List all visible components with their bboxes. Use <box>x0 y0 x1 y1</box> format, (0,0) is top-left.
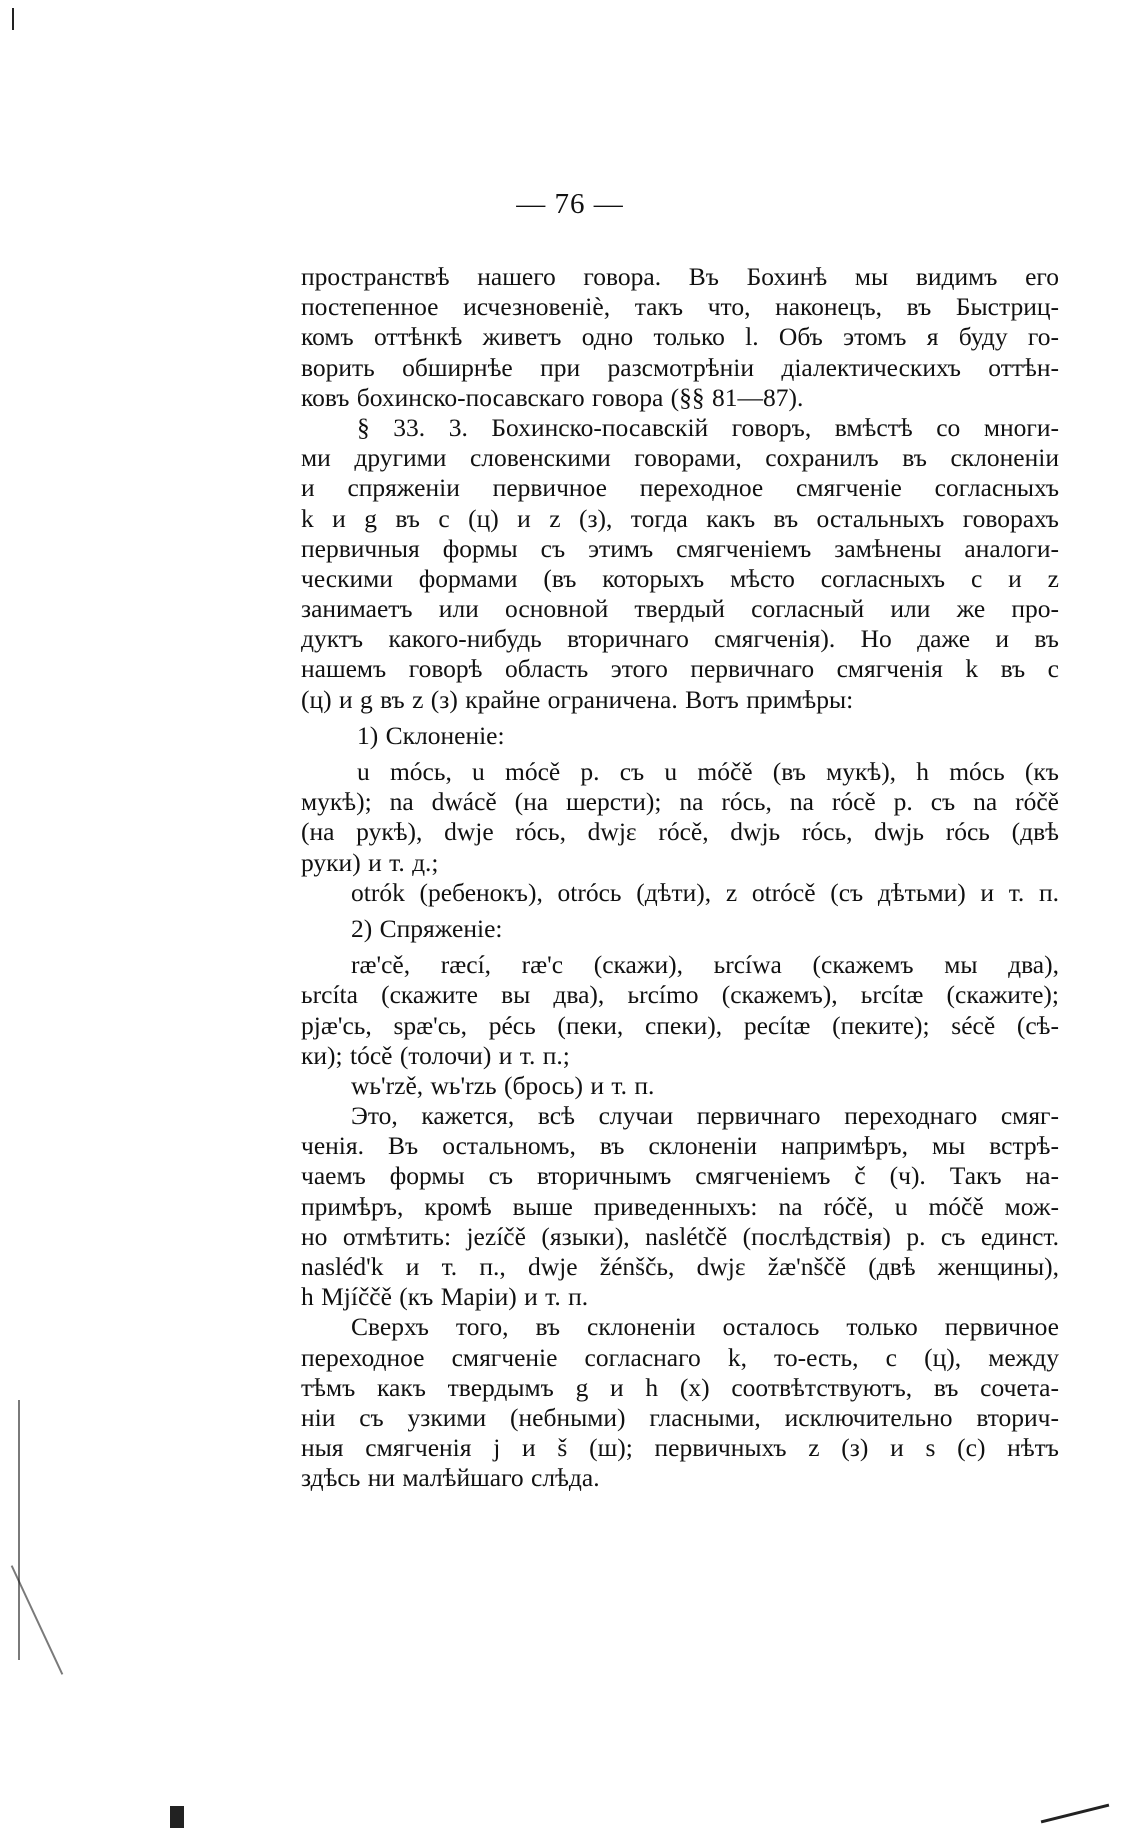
text-line: здѣсь ни малѣйшаго слѣда. <box>301 1463 600 1493</box>
text-line: дуктъ какого-нибудь вторичнаго смягченiя). Но даже и въ <box>301 624 1059 654</box>
text-line: ковъ бохинско-посавскаго говора (§§ 81—87). <box>301 382 804 412</box>
text-line: ми другими словенскими говорами, сохранилъ въ склоненiи <box>301 443 1059 473</box>
text-line: и спряженiи первичное переходное смягченiе согласныхъ <box>301 473 1059 503</box>
text-line: wь'rzě, wь'rzь (брось) и т. п. <box>351 1070 655 1100</box>
text-line: руки) и т. д.; <box>301 847 439 877</box>
text-line: но отмѣтить: jezíčě (языки), naslétčě (послѣдствiя) р. съ единст. <box>301 1221 1059 1251</box>
text-line: nasléd'k и т. п., dwje žénščь, dwjɛ žæ'nščě (двѣ женщины), <box>301 1252 1059 1281</box>
text-line: 2) Спряженiе: <box>351 913 503 943</box>
text-line: pjæ'сь, spæ'сь, péсь (пеки, спеки), pecítæ (пеките); sécě (сѣ- <box>301 1010 1059 1040</box>
text-line: h Mjíččě (къ Марiи) и т. п. <box>301 1282 589 1312</box>
text-line: ки); tócě (толочи) и т. п.; <box>301 1040 570 1070</box>
text-line: первичныя формы съ этимъ смягченiемъ замѣнены аналоги- <box>301 533 1059 563</box>
text-line: постепенное исчезновенiѐ, такъ что, наконецъ, въ Быстриц- <box>301 292 1059 322</box>
text-line: ræ'cě, ræcí, ræ'c (скажи), ьrcíwa (скажемъ мы два), <box>351 950 1059 980</box>
body-text <box>301 262 1059 1494</box>
text-line: пространствѣ нашего говора. Въ Бохинѣ мы видимъ его <box>301 262 1059 291</box>
text-line: k и g въ c (ц) и z (з), тогда какъ въ остальныхъ говорахъ <box>301 503 1059 533</box>
text-line: ворить обширнѣе при разсмотрѣнiи дiалектическихъ оттѣн- <box>301 352 1059 382</box>
text-line: ьrcíta (скажите вы два), ьrcímo (скажемъ), ьrcítæ (скажите); <box>301 980 1059 1010</box>
text-line: переходное смягченiе согласнаго k, то-есть, c (ц), между <box>301 1342 1059 1372</box>
scan-edge-mark <box>1041 1804 1110 1824</box>
text-line: (ц) и g въ z (з) крайне ограничена. Вотъ примѣры: <box>301 684 854 714</box>
text-line: нiи съ узкими (небными) гласными, исключительно вторич- <box>301 1402 1059 1432</box>
text-line: ченiя. Въ остальномъ, въ склоненiи напримѣръ, мы встрѣ- <box>301 1131 1059 1161</box>
text-line: Сверхъ того, въ склоненiи осталось только первичное <box>351 1312 1059 1342</box>
text-line: 1) Склоненiе: <box>357 720 505 750</box>
scan-edge-mark <box>170 1806 184 1828</box>
text-line: u móсь, u mócě p. съ u móčě (въ мукѣ), h móсь (къ <box>357 757 1059 786</box>
text-line: тѣмъ какъ твердымъ g и h (x) соотвѣтствуютъ, въ сочета- <box>301 1372 1059 1402</box>
page-number: — 76 — <box>516 188 624 220</box>
text-line: ныя смягченiя j и š (ш); первичныхъ z (з) и s (c) нѣтъ <box>301 1433 1059 1463</box>
text-line: чаемъ формы съ вторичнымъ смягченiемъ č (ч). Такъ на- <box>301 1161 1059 1191</box>
text-line: примѣръ, кромѣ выше приведенныхъ: na róčě, u móčě мож- <box>301 1191 1059 1221</box>
text-line: комъ оттѣнкѣ живетъ одно только l. Объ этомъ я буду го- <box>301 322 1059 352</box>
scan-edge-mark <box>18 1400 20 1660</box>
text-line: Это, кажется, всѣ случаи первичнаго переходнаго смяг- <box>351 1101 1059 1131</box>
text-line: § 33. 3. Бохинско-посавскiй говоръ, вмѣстѣ со многи- <box>357 412 1059 442</box>
text-line: нашемъ говорѣ область этого первичнаго смягченiя k въ c <box>301 654 1059 684</box>
text-line: otrók (ребенокъ), otróсь (дѣти), z otrócě (съ дѣтьми) и т. п. <box>351 877 1059 907</box>
text-line: ческими формами (въ которыхъ мѣсто согласныхъ c и z <box>301 563 1059 593</box>
scan-edge-mark <box>12 8 14 30</box>
text-line: занимаетъ или основной твердый согласный или же про- <box>301 594 1059 624</box>
text-line: (на рукѣ), dwje róсь, dwjɛ rócě, dwjь róсь, dwjь róсь (двѣ <box>301 817 1059 847</box>
text-line: мукѣ); na dwácě (на шерсти); na róсь, na rócě p. съ na róčě <box>301 787 1059 817</box>
